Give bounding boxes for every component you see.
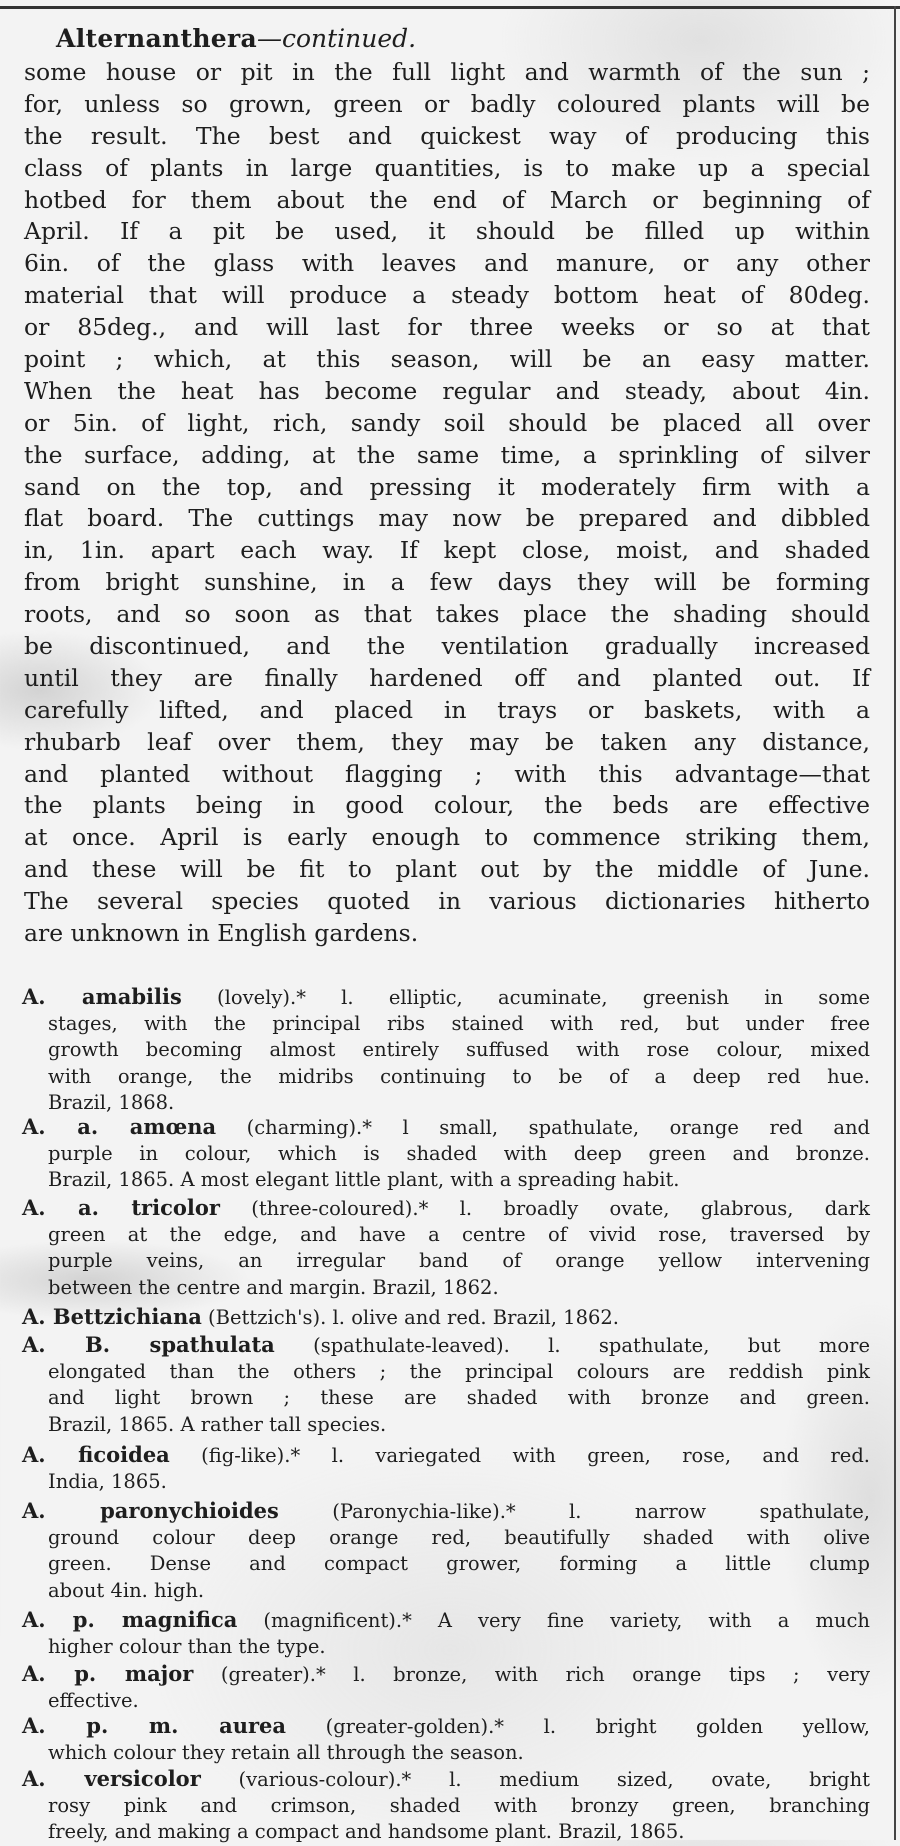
paragraph-line: for, unless so grown, green or badly coloured plants will be (24, 89, 870, 118)
column-rule (894, 6, 896, 1840)
species-description: (various-colour).* l. medium sized, ovate, bright (200, 1768, 870, 1791)
paragraph-line: or 85deg., and will last for three weeks or so at that (24, 313, 870, 342)
species-description: (magnificent).* A very fine variety, with a much (237, 1609, 870, 1632)
entry-line: Brazil, 1865. A rather tall species. (48, 1412, 387, 1436)
species-description: (Paronychia-like).* l. narrow spathulate, (278, 1500, 870, 1523)
entry-first-line (22, 1607, 870, 1634)
entry-first-line (22, 1332, 870, 1359)
entry-line: rosy pink and crimson, shaded with bronzy green, branching (48, 1793, 870, 1817)
species-entry (22, 1442, 870, 1495)
paragraph-line: sand on the top, and pressing it moderately firm with a (24, 472, 870, 501)
species-name: A. a. amœna (22, 1114, 217, 1139)
species-entry (22, 1607, 870, 1660)
paragraph-line: at once. April is early enough to commence striking them, (24, 823, 870, 852)
species-entry (22, 984, 870, 1117)
species-description: (charming).* l small, spathulate, orange red and (216, 1116, 870, 1139)
paragraph-line: the result. The best and quickest way of producing this (24, 121, 870, 150)
paragraph-line: until they are finally hardened off and planted out. If (24, 663, 870, 692)
entry-line: between the centre and margin. Brazil, 1862. (48, 1275, 499, 1299)
species-description: (lovely).* l. elliptic, acuminate, greenish in some (181, 986, 870, 1009)
paragraph-line: hotbed for them about the end of March or beginning of (24, 185, 870, 214)
top-rule (0, 6, 900, 9)
page-heading (56, 22, 416, 56)
paragraph-line: from bright sunshine, in a few days they will be forming (24, 568, 870, 597)
entry-line: green at the edge, and have a centre of vivid rose, traversed by (48, 1222, 870, 1246)
species-name: A. ficoidea (22, 1442, 170, 1467)
species-name: A. p. major (22, 1661, 194, 1686)
entry-first-line (22, 1661, 870, 1688)
paragraph-line: are unknown in English gardens. (24, 919, 419, 948)
paragraph-line: When the heat has become regular and steady, about 4in. (24, 376, 870, 405)
species-description: (greater).* l. bronze, with rich orange tips ; very (193, 1663, 871, 1686)
entry-line: purple veins, an irregular band of orange yellow intervening (48, 1249, 870, 1272)
entry-line: higher colour than the type. (48, 1634, 326, 1658)
paragraph-line: rhubarb leaf over them, they may be taken any distance, (24, 727, 870, 756)
species-description: (greater-golden).* l. bright golden yellow, (286, 1715, 870, 1738)
paragraph-line: and planted without flagging ; with this advantage—that (24, 759, 870, 788)
species-description: (spathulate-leaved). l. spathulate, but more (274, 1334, 871, 1357)
species-description: (Bettzich's). l. olive and red. Brazil, 1862. (201, 1306, 620, 1329)
entry-line: about 4in. high. (48, 1578, 205, 1602)
entry-first-line (22, 1498, 870, 1525)
entry-line: ground colour deep orange red, beautifully shaded with olive (48, 1525, 870, 1549)
paragraph-line: carefully lifted, and placed in trays or baskets, with a (24, 695, 870, 724)
entry-line: and light brown ; these are shaded with bronze and green. (48, 1386, 870, 1409)
paragraph-line: point ; which, at this season, will be an easy matter. (24, 345, 870, 374)
species-name: A. paronychioides (22, 1498, 279, 1523)
entry-line: with orange, the midribs continuing to be of a deep red hue. (48, 1064, 870, 1088)
species-entry (22, 1498, 870, 1604)
species-name: A. p. m. aurea (22, 1713, 287, 1738)
intro-paragraph (24, 57, 870, 950)
heading-suffix: —continued. (256, 24, 417, 53)
entry-line: purple in colour, which is shaded with deep green and bronze. (48, 1141, 870, 1165)
paragraph-line: material that will produce a steady bottom heat of 80deg. (24, 281, 870, 310)
species-description: (three-coloured).* l. broadly ovate, glabrous, dark (219, 1197, 871, 1220)
entry-first-line (22, 984, 870, 1011)
paragraph-line: in, 1in. apart each way. If kept close, moist, and shaded (24, 536, 870, 565)
paragraph-line: or 5in. of light, rich, sandy soil should be placed all over (24, 408, 870, 437)
species-name: A. B. spathulata (22, 1332, 275, 1357)
species-entry (22, 1661, 870, 1714)
entry-line: India, 1865. (48, 1469, 167, 1493)
species-entry (22, 1304, 870, 1331)
entry-line: Brazil, 1868. (48, 1091, 175, 1114)
paragraph-line: roots, and so soon as that takes place the shading should (24, 600, 870, 629)
paragraph-line: the surface, adding, at the same time, a sprinkling of silver (24, 440, 870, 469)
species-entry (22, 1713, 870, 1766)
species-entry (22, 1195, 870, 1301)
species-name: A. amabilis (22, 984, 182, 1009)
entry-line: effective. (48, 1688, 139, 1712)
paragraph-line: 6in. of the glass with leaves and manure, or any other (24, 249, 870, 278)
species-entry (22, 1114, 870, 1194)
entry-line: which colour they retain all through the season. (48, 1740, 524, 1764)
entry-line: growth becoming almost entirely suffused with rose colour, mixed (48, 1038, 870, 1061)
entry-first-line (22, 1195, 870, 1222)
paragraph-line: be discontinued, and the ventilation gradually increased (24, 632, 870, 661)
species-entry (22, 1332, 870, 1438)
paragraph-line: The several species quoted in various dictionaries hitherto (24, 887, 870, 916)
entry-first-line (22, 1114, 870, 1141)
paragraph-line: the plants being in good colour, the beds are effective (24, 791, 870, 820)
entry-first-line (22, 1713, 870, 1740)
entry-line: elongated than the others ; the principal colours are reddish pink (48, 1359, 870, 1383)
entry-line: freely, and making a compact and handsome plant. Brazil, 1865. (48, 1820, 685, 1843)
entry-first-line (22, 1442, 870, 1469)
entry-first-line (22, 1766, 870, 1793)
entry-line: Brazil, 1865. A most elegant little plant, with a spreading habit. (48, 1168, 680, 1191)
paragraph-line: flat board. The cuttings may now be prepared and dibbled (24, 504, 870, 533)
paragraph-line: April. If a pit be used, it should be filled up within (24, 217, 870, 246)
species-name: A. p. magnifica (22, 1607, 238, 1632)
entry-first-line (22, 1304, 870, 1331)
paragraph-line: class of plants in large quantities, is to make up a special (24, 153, 870, 182)
entry-line: stages, with the principal ribs stained with red, but under free (48, 1011, 870, 1035)
species-name: A. Bettzichiana (22, 1304, 202, 1329)
species-name: A. versicolor (22, 1766, 201, 1791)
entry-line: green. Dense and compact grower, forming a little clump (48, 1552, 870, 1575)
paragraph-line: some house or pit in the full light and warmth of the sun ; (24, 58, 870, 86)
species-entry (22, 1766, 870, 1846)
species-name: A. a. tricolor (22, 1195, 220, 1220)
paragraph-line: and these will be fit to plant out by the middle of June. (24, 855, 870, 884)
heading-title: Alternanthera (56, 24, 257, 53)
species-description: (fig-like).* l. variegated with green, rose, and red. (169, 1444, 870, 1467)
